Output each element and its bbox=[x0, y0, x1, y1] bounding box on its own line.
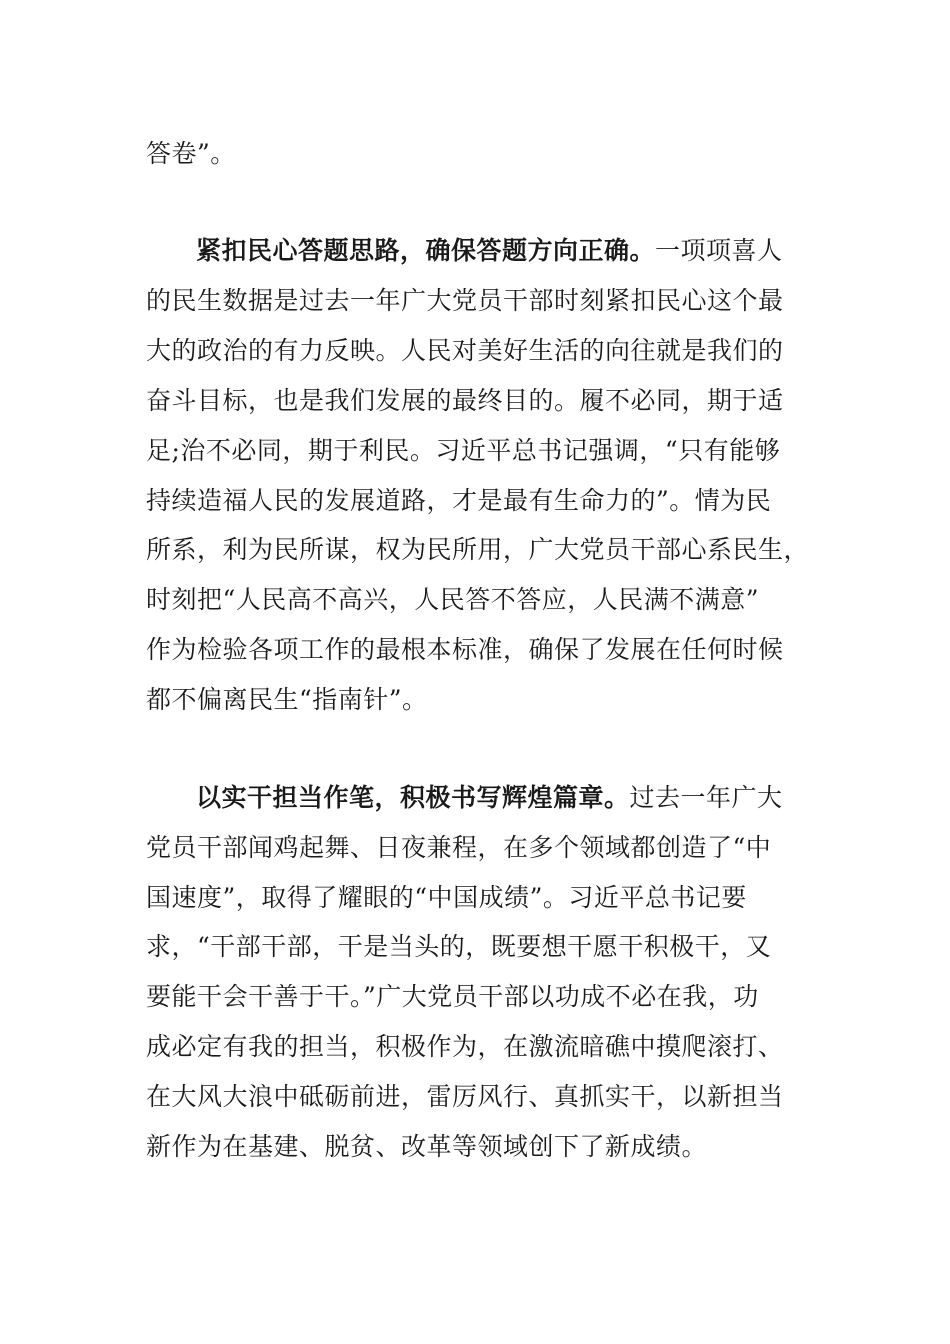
para1-line-10: 都不偏离民生“指南针”。 bbox=[146, 685, 428, 714]
para2-line-6: 成必定有我的担当，积极作为，在激流暗礁中摸爬滚打、 bbox=[146, 1032, 784, 1061]
para1-line-8: 时刻把“人民高不高兴，人民答不答应，人民满不满意” bbox=[146, 585, 760, 614]
para2-line-7: 在大风大浪中砥砺前进，雷厉风行、真抓实干，以新担当 bbox=[146, 1082, 784, 1111]
para1-line-4: 奋斗目标，也是我们发展的最终目的。履不必同，期于适 bbox=[146, 386, 784, 415]
para1-line-2: 的民生数据是过去一年广大党员干部时刻紧扣民心这个最 bbox=[146, 286, 784, 315]
para2-line-5: 要能干会干善于干。”广大党员干部以功成不必在我，功 bbox=[146, 982, 759, 1011]
intro-line: 答卷”。 bbox=[146, 139, 236, 168]
para1-line-5: 足;治不必同，期于利民。习近平总书记强调，“只有能够 bbox=[146, 436, 781, 465]
para2-line-2: 党员干部闻鸡起舞、日夜兼程，在多个领域都创造了“中 bbox=[146, 833, 772, 862]
para2-first-line bbox=[196, 780, 783, 816]
para1-line-9: 作为检验各项工作的最根本标准，确保了发展在任何时候 bbox=[146, 635, 784, 664]
para1-line-1: 一项项喜人 bbox=[655, 236, 783, 265]
para2-line-1: 过去一年广大 bbox=[629, 783, 783, 812]
para2-line-3: 国速度”，取得了耀眼的“中国成绩”。习近平总书记要 bbox=[146, 883, 747, 912]
para2-heading: 以实干担当作笔，积极书写辉煌篇章。 bbox=[196, 783, 630, 812]
para2-line-8: 新作为在基建、脱贫、改革等领域创下了新成绩。 bbox=[146, 1132, 708, 1161]
para1-line-6: 持续造福人民的发展道路，才是最有生命力的”。情为民 bbox=[146, 486, 772, 515]
para1-line-7: 所系，利为民所谋，权为民所用，广大党员干部心系民生， bbox=[146, 535, 810, 564]
para1-heading: 紧扣民心答题思路，确保答题方向正确。 bbox=[196, 236, 656, 265]
para2-line-4: 求，“干部干部，干是当头的，既要想干愿干积极干，又 bbox=[146, 932, 772, 961]
para1-first-line bbox=[196, 233, 783, 269]
para1-line-3: 大的政治的有力反映。人民对美好生活的向往就是我们的 bbox=[146, 336, 784, 365]
